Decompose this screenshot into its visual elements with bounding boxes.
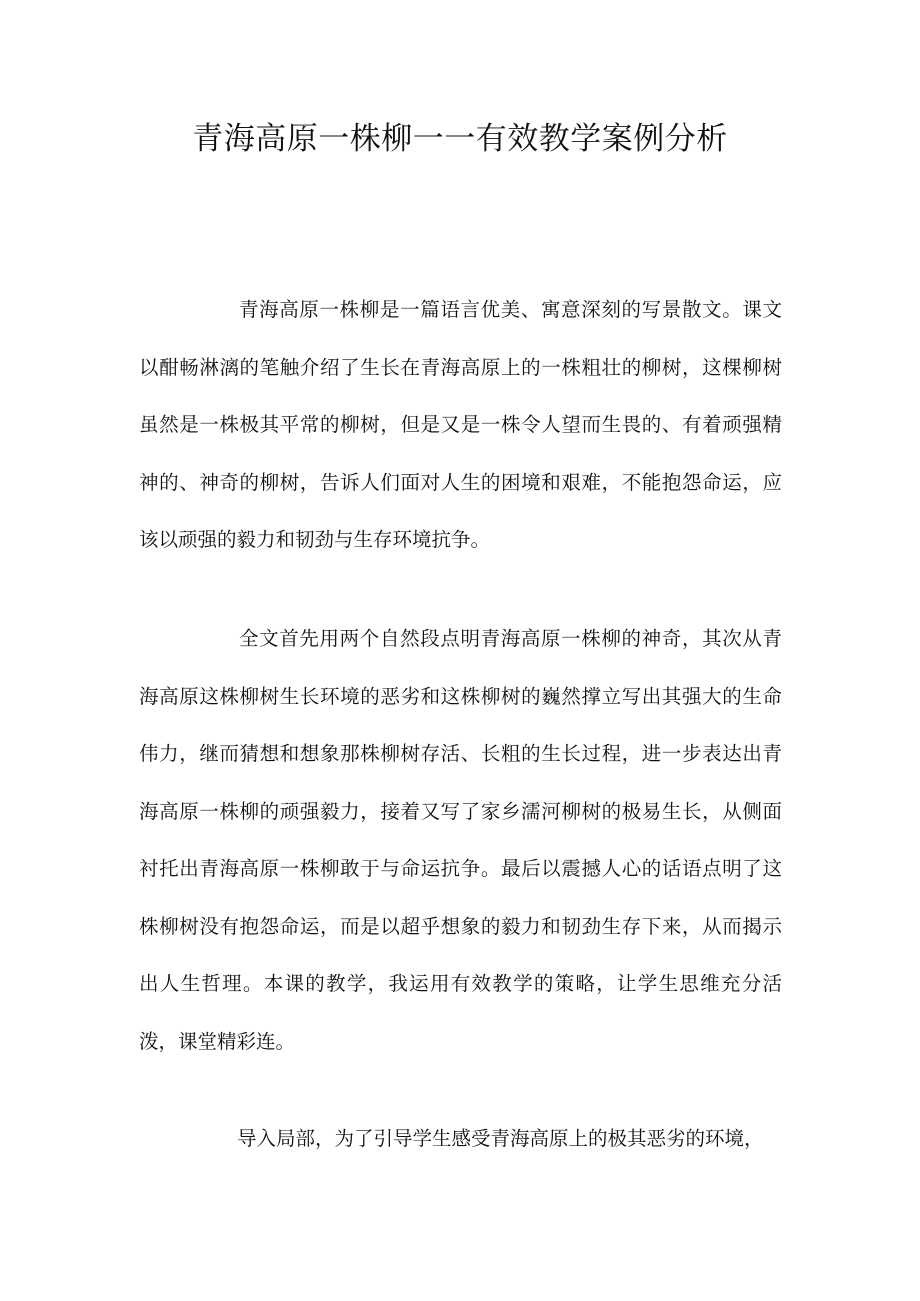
paragraph-structure: 全文首先用两个自然段点明青海高原一株柳的神奇，其次从青海高原这株柳树生长环境的恶劣和这株柳树的巍然撑立写出其强大的生命伟力，继而猜想和想象那株柳树存活、长粗的生长过程，进一步表达出青海高原一株柳的顽强毅力，接着又写了家乡濡河柳树的极易生长，从侧面衬托出青海高原一株柳敢于与命运抗争。最后以震撼人心的话语点明了这株柳树没有抱怨命运，而是以超乎想象的毅力和韧劲生存下来，从而揭示出人生哲理。本课的教学，我运用有效教学的策略，让学生思维充分活泼，课堂精彩连。 bbox=[139, 627, 782, 1053]
document-title: 青海高原一株柳一一有效教学案例分析 bbox=[192, 121, 728, 157]
paragraph-lead-in: 导入局部，为了引导学生感受青海高原上的极其恶劣的环境， bbox=[237, 1127, 764, 1150]
paragraph-intro: 青海高原一株柳是一篇语言优美、寓意深刻的写景散文。课文以酣畅淋漓的笔触介绍了生长在青海高原上的一株粗壮的柳树，这棵柳树虽然是一株极其平常的柳树，但是又是一株令人望而生畏的、有着顽强精神的、神奇的柳树，告诉人们面对人生的困境和艰难，不能抱怨命运，应该以顽强的毅力和韧劲与生存环境抗争。 bbox=[139, 298, 782, 551]
